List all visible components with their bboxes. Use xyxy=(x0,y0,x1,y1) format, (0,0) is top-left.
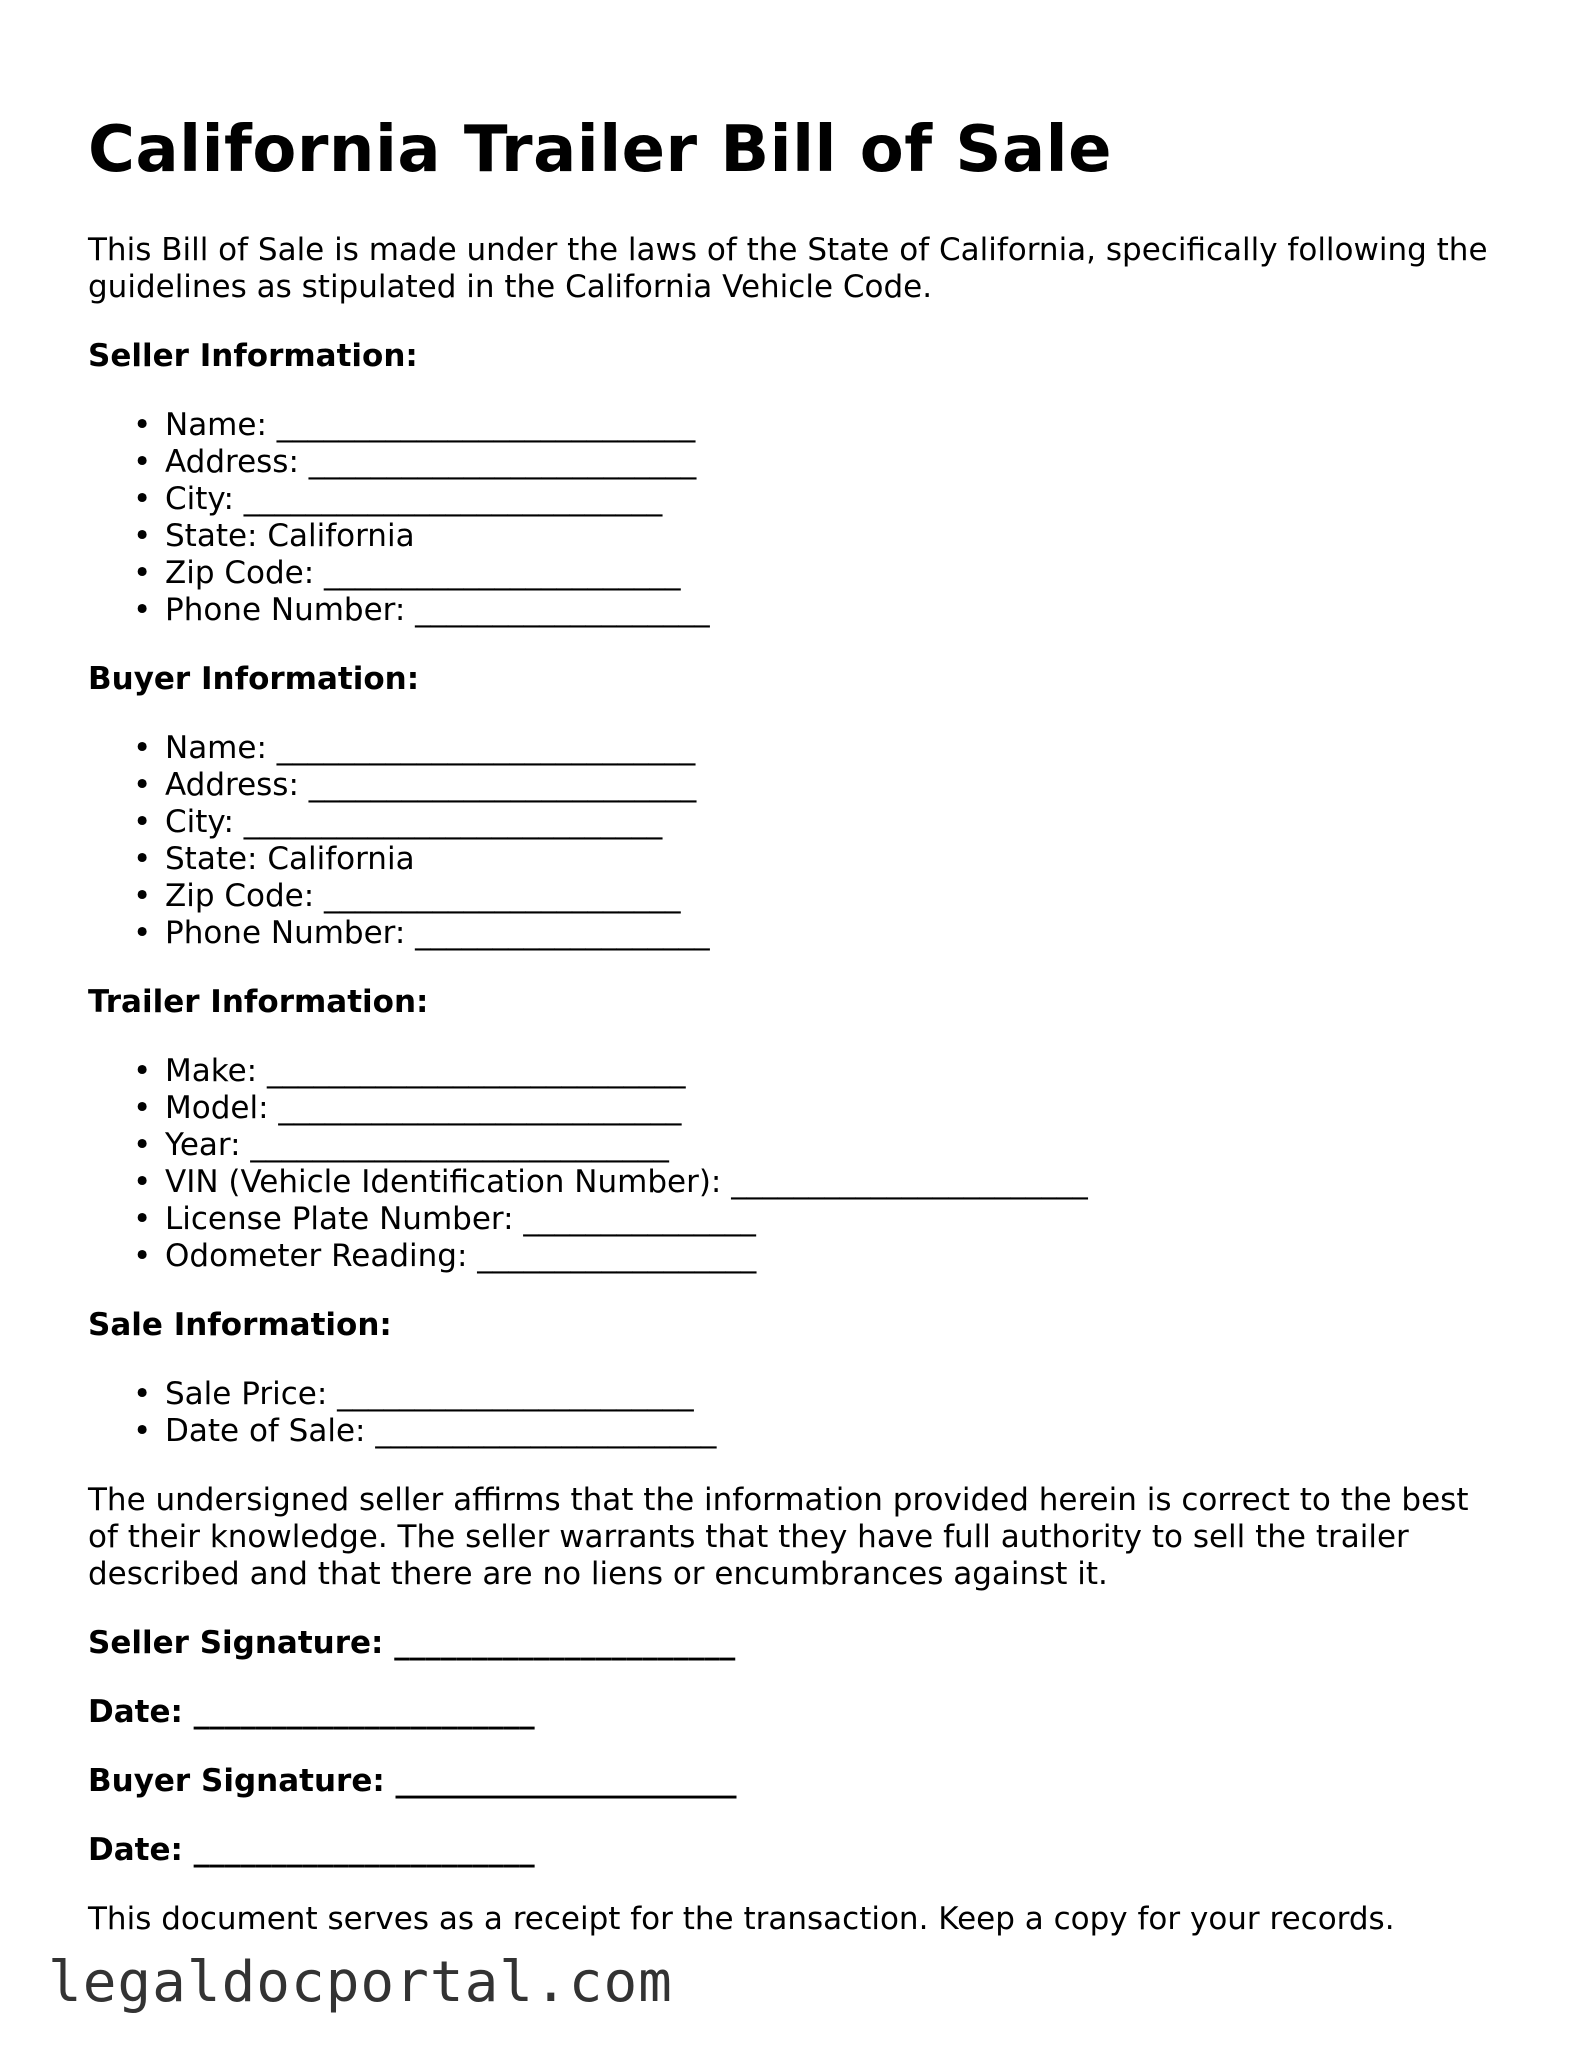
affirmation-paragraph: The undersigned seller affirms that the information provided herein is correct to the best of their knowledge. The seller warrants that they have full authority to sell the trailer described and that there are no liens or encumbrances against it. xyxy=(88,1482,1469,1592)
bullet-icon: • xyxy=(133,841,152,877)
bullet-icon: • xyxy=(133,804,152,840)
seller-phone-field: Phone Number: ___________________ xyxy=(165,592,710,628)
bullet-icon: • xyxy=(133,1376,152,1412)
seller-signature-line: Seller Signature: ______________________ xyxy=(88,1625,736,1661)
sale-price-field: Sale Price: _______________________ xyxy=(165,1376,694,1412)
trailer-vin-field: VIN (Vehicle Identification Number): _______________________ xyxy=(165,1164,1088,1200)
bullet-icon: • xyxy=(133,444,152,480)
list-item xyxy=(88,481,1508,518)
list-item xyxy=(88,841,1508,878)
buyer-name-field: Name: ___________________________ xyxy=(165,730,696,766)
list-item xyxy=(88,444,1508,481)
bullet-icon: • xyxy=(133,1238,152,1274)
seller-city-field: City: ___________________________ xyxy=(165,481,663,517)
trailer-section-heading: Trailer Information: xyxy=(88,984,429,1020)
buyer-zip-field: Zip Code: _______________________ xyxy=(165,878,681,914)
buyer-signature-line: Buyer Signature: ______________________ xyxy=(88,1763,737,1799)
footer-note: This document serves as a receipt for the transaction. Keep a copy for your records. xyxy=(88,1901,1395,1937)
bullet-icon: • xyxy=(133,1164,152,1200)
bullet-icon: • xyxy=(133,1127,152,1163)
seller-field-list xyxy=(88,407,1508,629)
buyer-date-line: Date: ______________________ xyxy=(88,1832,535,1868)
bullet-icon: • xyxy=(133,730,152,766)
document-title: California Trailer Bill of Sale xyxy=(88,113,1112,187)
seller-section-heading: Seller Information: xyxy=(88,338,418,374)
list-item xyxy=(88,1238,1508,1275)
list-item xyxy=(88,555,1508,592)
trailer-make-field: Make: ___________________________ xyxy=(165,1053,686,1089)
list-item xyxy=(88,878,1508,915)
buyer-city-field: City: ___________________________ xyxy=(165,804,663,840)
list-item xyxy=(88,1090,1508,1127)
list-item xyxy=(88,1413,1508,1450)
trailer-model-field: Model: __________________________ xyxy=(165,1090,682,1126)
buyer-phone-field: Phone Number: ___________________ xyxy=(165,915,710,951)
trailer-license-plate-field: License Plate Number: _______________ xyxy=(165,1201,756,1237)
list-item xyxy=(88,915,1508,952)
trailer-field-list xyxy=(88,1053,1508,1275)
list-item xyxy=(88,1201,1508,1238)
buyer-address-field: Address: _________________________ xyxy=(165,767,697,803)
bullet-icon: • xyxy=(133,915,152,951)
list-item xyxy=(88,730,1508,767)
seller-address-field: Address: _________________________ xyxy=(165,444,697,480)
bullet-icon: • xyxy=(133,878,152,914)
list-item xyxy=(88,518,1508,555)
bullet-icon: • xyxy=(133,1201,152,1237)
seller-state-field: State: California xyxy=(165,518,415,554)
sale-date-field: Date of Sale: ______________________ xyxy=(165,1413,717,1449)
buyer-section-heading: Buyer Information: xyxy=(88,661,420,697)
bullet-icon: • xyxy=(133,767,152,803)
bullet-icon: • xyxy=(133,1413,152,1449)
list-item xyxy=(88,1127,1508,1164)
sale-section-heading: Sale Information: xyxy=(88,1307,392,1343)
bullet-icon: • xyxy=(133,481,152,517)
list-item xyxy=(88,407,1508,444)
seller-zip-field: Zip Code: _______________________ xyxy=(165,555,681,591)
list-item xyxy=(88,592,1508,629)
buyer-state-field: State: California xyxy=(165,841,415,877)
list-item xyxy=(88,1164,1508,1201)
bullet-icon: • xyxy=(133,407,152,443)
list-item xyxy=(88,804,1508,841)
trailer-year-field: Year: ___________________________ xyxy=(165,1127,669,1163)
bullet-icon: • xyxy=(133,592,152,628)
bullet-icon: • xyxy=(133,555,152,591)
sale-field-list xyxy=(88,1376,1508,1450)
list-item xyxy=(88,1376,1508,1413)
bullet-icon: • xyxy=(133,518,152,554)
bullet-icon: • xyxy=(133,1090,152,1126)
bullet-icon: • xyxy=(133,1053,152,1089)
seller-date-line: Date: ______________________ xyxy=(88,1694,535,1730)
document-page xyxy=(88,108,1508,1938)
intro-paragraph: This Bill of Sale is made under the laws of the State of California, specifically following the guidelines as stipulated in the California Vehicle Code. xyxy=(88,232,1488,305)
buyer-field-list xyxy=(88,730,1508,952)
watermark: legaldocportal.com xyxy=(48,1950,673,2015)
list-item xyxy=(88,1053,1508,1090)
list-item xyxy=(88,767,1508,804)
trailer-odometer-field: Odometer Reading: __________________ xyxy=(165,1238,757,1274)
seller-name-field: Name: ___________________________ xyxy=(165,407,696,443)
